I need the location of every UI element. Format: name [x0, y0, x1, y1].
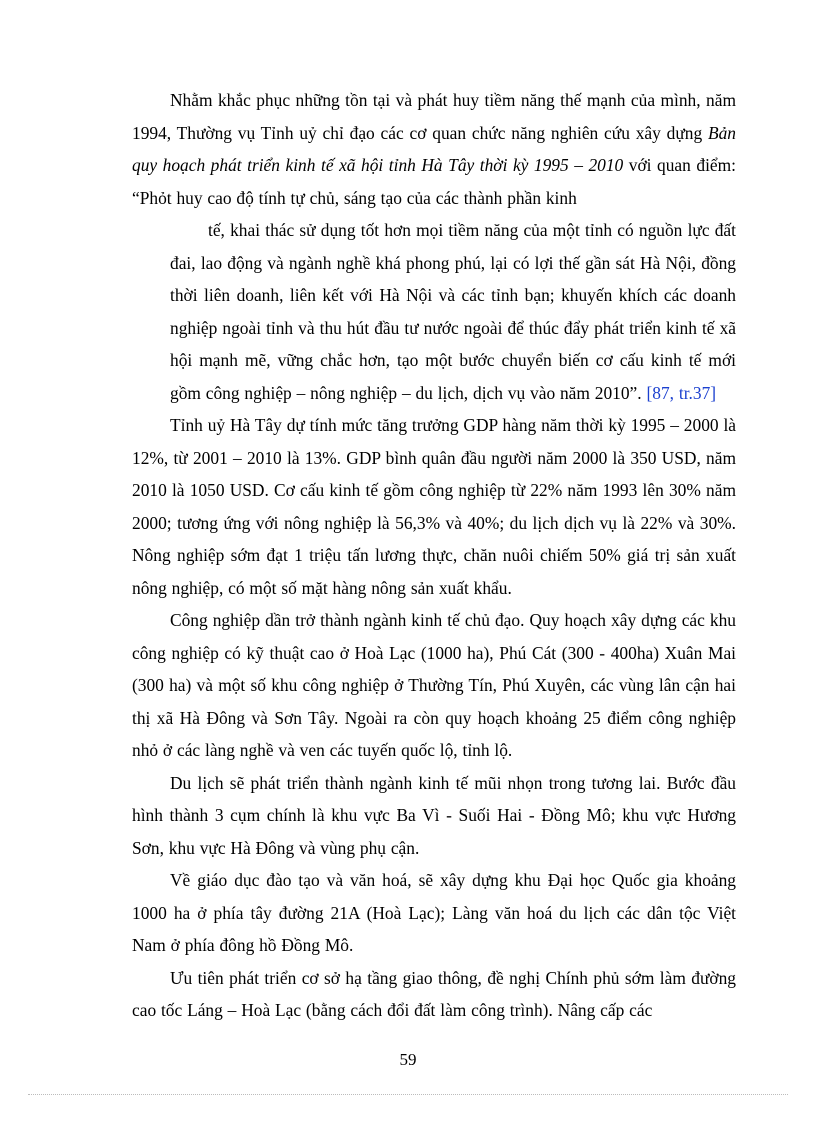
body-text	[132, 84, 736, 1027]
paragraph-1	[132, 84, 736, 214]
citation-link[interactable]: [87, tr.37]	[646, 382, 717, 403]
quote-continuation	[132, 214, 736, 409]
quote-text: tế, khai thác sử dụng tốt hơn mọi tiềm năng của một tỉnh có nguồn lực đất đai, lao động và ngành nghề khá phong phú, lại có lợi thế gần sát Hà Nội, đồng thời liên doanh, liên kết với Hà Nội và các tỉnh bạn; khuyến khích các doanh nghiệp ngoài tỉnh và thu hút đầu tư nước ngoài để thúc đẩy phát triển kinh tế xã hội mạnh mẽ, vững chắc hơn, tạo một bước chuyển biến cơ cấu kinh tế mới gồm công nghiệp – nông nghiệp – du lịch, dịch vụ vào năm 2010”.	[170, 220, 736, 403]
paragraph-1-opening: Nhằm khắc phục những tồn tại và phát huy tiềm năng thế mạnh của mình, năm 1994, Thường vụ Tỉnh uỷ chỉ đạo các cơ quan chức năng nghiên cứu xây dựng	[132, 90, 736, 143]
paragraph-1-after-title: với quan điểm: “Phỏt huy cao độ tính tự chủ, sáng tạo của các thành phần kinh	[132, 155, 736, 208]
paragraph-3: Công nghiệp dần trở thành ngành kinh tế chủ đạo. Quy hoạch xây dựng các khu công nghiệp có kỹ thuật cao ở Hoà Lạc (1000 ha), Phú Cát (300 - 400ha) Xuân Mai (300 ha) và một số khu công nghiệp ở Thường Tín, Phú Xuyên, các vùng lân cận hai thị xã Hà Đông và Sơn Tây. Ngoài ra còn quy hoạch khoảng 25 điểm công nghiệp nhỏ ở các làng nghề và ven các tuyến quốc lộ, tỉnh lộ.	[132, 610, 736, 760]
paragraph-4: Du lịch sẽ phát triển thành ngành kinh tế mũi nhọn trong tương lai. Bước đầu hình thành 3 cụm chính là khu vực Ba Vì - Suối Hai - Đồng Mô; khu vực Hương Sơn, khu vực Hà Đông và vùng phụ cận.	[132, 772, 736, 858]
paragraph-2: Tỉnh uỷ Hà Tây dự tính mức tăng trưởng GDP hàng năm thời kỳ 1995 – 2000 là 12%, từ 2001 – 2010 là 13%. GDP bình quân đầu người năm 2000 là 350 USD, năm 2010 là 1050 USD. Cơ cấu kinh tế gồm công nghiệp từ 22% năm 1993 lên 30% năm 2000; tương ứng với nông nghiệp là 56,3% và 40%; du lịch dịch vụ là 22% và 30%. Nông nghiệp sớm đạt 1 triệu tấn lương thực, chăn nuôi chiếm 50% giá trị sản xuất nông nghiệp, có một số mặt hàng nông sản xuất khẩu.	[132, 415, 736, 598]
page-number: 59	[399, 1050, 417, 1069]
paragraph-5: Về giáo dục đào tạo và văn hoá, sẽ xây dựng khu Đại học Quốc gia khoảng 1000 ha ở phía tây đường 21A (Hoà Lạc); Làng văn hoá du lịch các dân tộc Việt Nam ở phía đông hồ Đồng Mô.	[132, 870, 736, 955]
plan-title: Bản quy hoạch phát triển kinh tế xã hội tỉnh Hà Tây thời kỳ 1995 – 2010	[132, 122, 736, 175]
page-bottom-dotted-rule	[28, 1094, 788, 1095]
paragraph-6: Ưu tiên phát triển cơ sở hạ tầng giao thông, đề nghị Chính phủ sớm làm đường cao tốc Láng – Hoà Lạc (bằng cách đổi đất làm công trình). Nâng cấp các	[132, 967, 736, 1020]
